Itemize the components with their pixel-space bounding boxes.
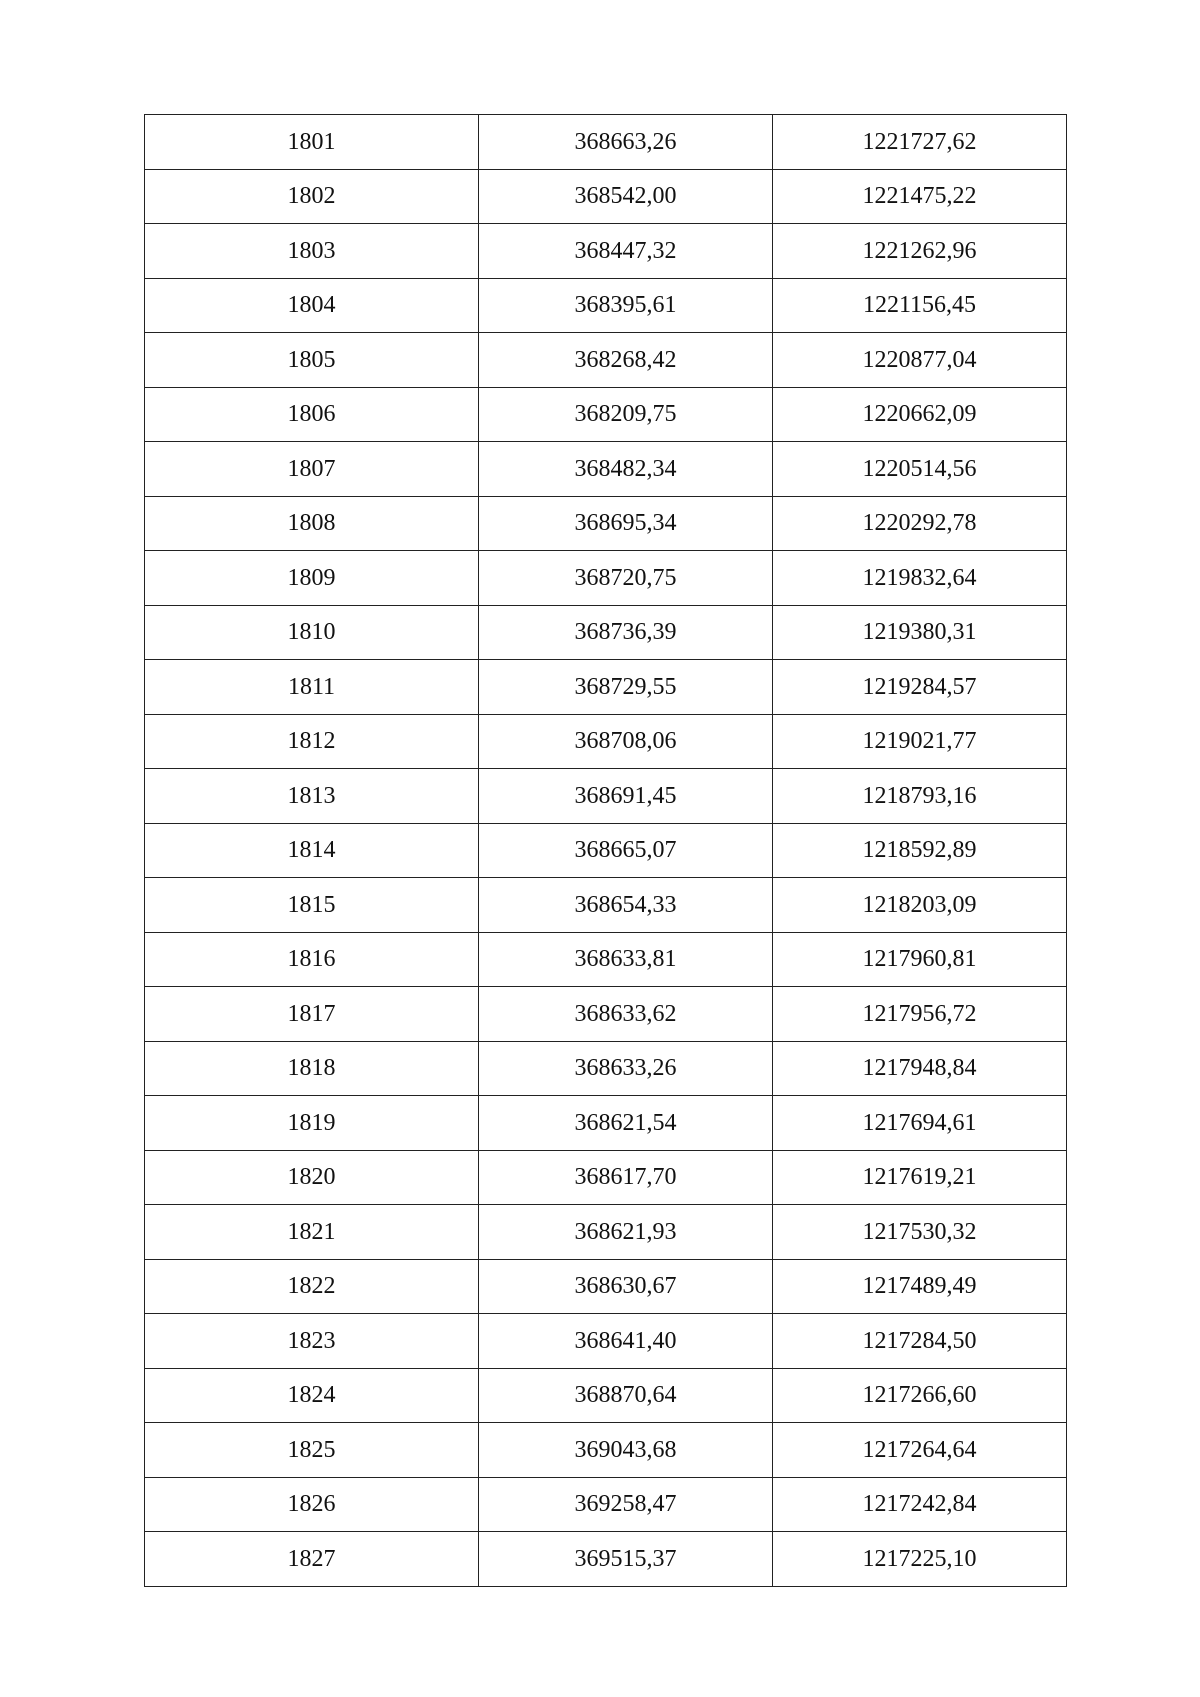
table-row [145, 1532, 1067, 1587]
point-number-cell: 1816 [145, 932, 479, 987]
x-coordinate-cell: 368395,61 [479, 278, 773, 333]
y-coordinate-cell: 1217284,50 [773, 1314, 1067, 1369]
point-number-cell: 1807 [145, 442, 479, 497]
table-row [145, 1368, 1067, 1423]
table-row [145, 714, 1067, 769]
point-number-cell: 1824 [145, 1368, 479, 1423]
point-number-cell: 1827 [145, 1532, 479, 1587]
point-number-cell: 1815 [145, 878, 479, 933]
y-coordinate-cell: 1220877,04 [773, 333, 1067, 388]
table-row [145, 1423, 1067, 1478]
point-number-cell: 1806 [145, 387, 479, 442]
y-coordinate-cell: 1220292,78 [773, 496, 1067, 551]
point-number-cell: 1820 [145, 1150, 479, 1205]
y-coordinate-cell: 1217489,49 [773, 1259, 1067, 1314]
y-coordinate-cell: 1219021,77 [773, 714, 1067, 769]
x-coordinate-cell: 368617,70 [479, 1150, 773, 1205]
table-row [145, 496, 1067, 551]
x-coordinate-cell: 368633,81 [479, 932, 773, 987]
table-row [145, 169, 1067, 224]
x-coordinate-cell: 368695,34 [479, 496, 773, 551]
table-row [145, 224, 1067, 279]
y-coordinate-cell: 1219380,31 [773, 605, 1067, 660]
table-row [145, 987, 1067, 1042]
coordinates-table-body [145, 115, 1067, 1587]
x-coordinate-cell: 368654,33 [479, 878, 773, 933]
y-coordinate-cell: 1217948,84 [773, 1041, 1067, 1096]
x-coordinate-cell: 368663,26 [479, 115, 773, 170]
point-number-cell: 1819 [145, 1096, 479, 1151]
table-row [145, 1205, 1067, 1260]
point-number-cell: 1823 [145, 1314, 479, 1369]
point-number-cell: 1808 [145, 496, 479, 551]
point-number-cell: 1805 [145, 333, 479, 388]
y-coordinate-cell: 1217956,72 [773, 987, 1067, 1042]
table-row [145, 1041, 1067, 1096]
point-number-cell: 1825 [145, 1423, 479, 1478]
y-coordinate-cell: 1221727,62 [773, 115, 1067, 170]
point-number-cell: 1812 [145, 714, 479, 769]
x-coordinate-cell: 368665,07 [479, 823, 773, 878]
table-row [145, 1477, 1067, 1532]
point-number-cell: 1822 [145, 1259, 479, 1314]
table-row [145, 823, 1067, 878]
x-coordinate-cell: 368209,75 [479, 387, 773, 442]
point-number-cell: 1810 [145, 605, 479, 660]
table-row [145, 1096, 1067, 1151]
y-coordinate-cell: 1219284,57 [773, 660, 1067, 715]
point-number-cell: 1821 [145, 1205, 479, 1260]
x-coordinate-cell: 368870,64 [479, 1368, 773, 1423]
table-row [145, 1314, 1067, 1369]
y-coordinate-cell: 1217225,10 [773, 1532, 1067, 1587]
y-coordinate-cell: 1217619,21 [773, 1150, 1067, 1205]
x-coordinate-cell: 368708,06 [479, 714, 773, 769]
point-number-cell: 1811 [145, 660, 479, 715]
point-number-cell: 1804 [145, 278, 479, 333]
y-coordinate-cell: 1221475,22 [773, 169, 1067, 224]
x-coordinate-cell: 368729,55 [479, 660, 773, 715]
table-row [145, 551, 1067, 606]
y-coordinate-cell: 1217242,84 [773, 1477, 1067, 1532]
x-coordinate-cell: 369043,68 [479, 1423, 773, 1478]
x-coordinate-cell: 369515,37 [479, 1532, 773, 1587]
point-number-cell: 1814 [145, 823, 479, 878]
table-row [145, 387, 1067, 442]
y-coordinate-cell: 1221262,96 [773, 224, 1067, 279]
point-number-cell: 1803 [145, 224, 479, 279]
x-coordinate-cell: 368720,75 [479, 551, 773, 606]
table-row [145, 660, 1067, 715]
x-coordinate-cell: 368736,39 [479, 605, 773, 660]
table-row [145, 769, 1067, 824]
coordinates-table [144, 114, 1067, 1587]
y-coordinate-cell: 1221156,45 [773, 278, 1067, 333]
y-coordinate-cell: 1217264,64 [773, 1423, 1067, 1478]
point-number-cell: 1813 [145, 769, 479, 824]
x-coordinate-cell: 368633,26 [479, 1041, 773, 1096]
y-coordinate-cell: 1219832,64 [773, 551, 1067, 606]
point-number-cell: 1802 [145, 169, 479, 224]
x-coordinate-cell: 369258,47 [479, 1477, 773, 1532]
x-coordinate-cell: 368621,93 [479, 1205, 773, 1260]
table-row [145, 333, 1067, 388]
y-coordinate-cell: 1217694,61 [773, 1096, 1067, 1151]
y-coordinate-cell: 1220514,56 [773, 442, 1067, 497]
point-number-cell: 1809 [145, 551, 479, 606]
y-coordinate-cell: 1217530,32 [773, 1205, 1067, 1260]
table-row [145, 605, 1067, 660]
table-row [145, 442, 1067, 497]
x-coordinate-cell: 368447,32 [479, 224, 773, 279]
table-row [145, 278, 1067, 333]
y-coordinate-cell: 1218203,09 [773, 878, 1067, 933]
x-coordinate-cell: 368630,67 [479, 1259, 773, 1314]
x-coordinate-cell: 368621,54 [479, 1096, 773, 1151]
x-coordinate-cell: 368641,40 [479, 1314, 773, 1369]
x-coordinate-cell: 368542,00 [479, 169, 773, 224]
y-coordinate-cell: 1218592,89 [773, 823, 1067, 878]
y-coordinate-cell: 1217960,81 [773, 932, 1067, 987]
table-row [145, 932, 1067, 987]
point-number-cell: 1826 [145, 1477, 479, 1532]
x-coordinate-cell: 368482,34 [479, 442, 773, 497]
x-coordinate-cell: 368633,62 [479, 987, 773, 1042]
point-number-cell: 1818 [145, 1041, 479, 1096]
y-coordinate-cell: 1217266,60 [773, 1368, 1067, 1423]
table-row [145, 115, 1067, 170]
point-number-cell: 1801 [145, 115, 479, 170]
x-coordinate-cell: 368268,42 [479, 333, 773, 388]
y-coordinate-cell: 1220662,09 [773, 387, 1067, 442]
x-coordinate-cell: 368691,45 [479, 769, 773, 824]
y-coordinate-cell: 1218793,16 [773, 769, 1067, 824]
table-row [145, 1259, 1067, 1314]
table-row [145, 1150, 1067, 1205]
point-number-cell: 1817 [145, 987, 479, 1042]
table-row [145, 878, 1067, 933]
